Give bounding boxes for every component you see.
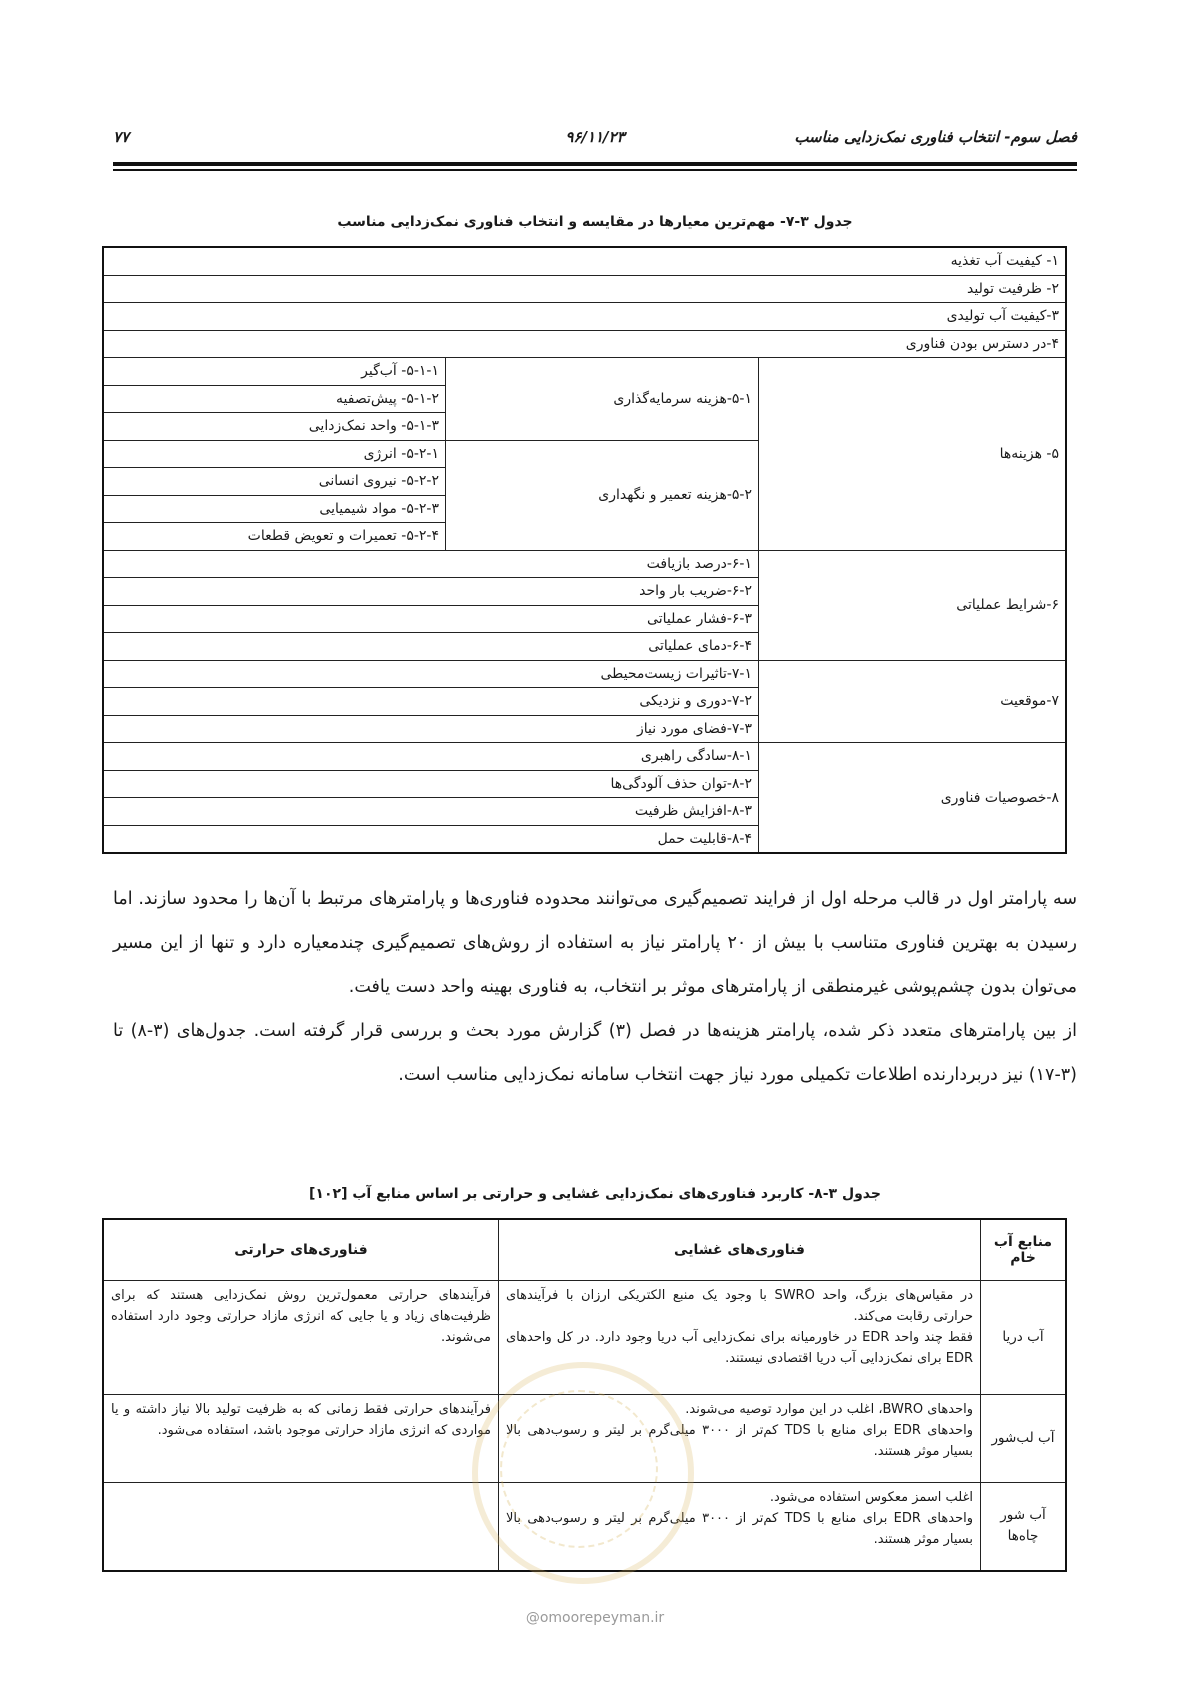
criteria-cell: ۵-۱-۱- آب‌گیر <box>103 358 446 386</box>
category-location: ۷-موقعیت <box>759 660 1067 743</box>
category-operating: ۶-شرایط عملیاتی <box>759 550 1067 660</box>
table-row <box>103 247 1066 275</box>
criteria-cell: ۲- ظرفیت تولید <box>103 275 1066 303</box>
table-row <box>103 330 1066 358</box>
table-row <box>103 660 1066 688</box>
thermal-cell: فرآیندهای حرارتی فقط زمانی که به ظرفیت تولید بالا نیاز داشته و یا مواردی که انرژی مازاد حرارتی موجود باشد، استفاده می‌شود. <box>103 1395 499 1483</box>
header-source: منابع آب خام <box>981 1219 1067 1281</box>
criteria-cell: ۸-۴-قابلیت حمل <box>103 825 759 853</box>
criteria-cell: ۷-۲-دوری و نزدیکی <box>103 688 759 716</box>
paragraph: سه پارامتر اول در قالب مرحله اول از فرایند تصمیم‌گیری می‌توانند محدوده فناوری‌ها و پارامترهای مرتبط با آن‌ها را محدود سازند. اما رسیدن به بهترین فناوری متناسب با بیش از ۲۰ پارامتر نیاز به استفاده از روش‌های تصمیم‌گیری چندمعیاره دارد و تنها از این مسیر می‌توان بدون چشم‌پوشی غیرمنطقی از پارامترهای موثر بر انتخاب، به فناوری بهینه واحد دست یافت. <box>113 889 1077 997</box>
criteria-cell: ۵-۲-۴- تعمیرات و تعویض قطعات <box>103 523 446 551</box>
criteria-cell: ۸-۲-توان حذف آلودگی‌ها <box>103 770 759 798</box>
paragraph: از بین پارامترهای متعدد ذکر شده، پارامتر هزینه‌ها در فصل (۳) گزارش مورد بحث و بررسی قرار گرفته است. جدول‌های (۳-۸) تا (۳-۱۷) نیز دربردارنده اطلاعات تکمیلی مورد نیاز جهت انتخاب سامانه نمک‌زدایی مناسب است. <box>113 1021 1077 1085</box>
subcategory-capital: ۵-۱-هزینه سرمایه‌گذاری <box>446 358 759 441</box>
membrane-line: واحدهای BWRO، اغلب در این موارد توصیه می‌شوند. <box>685 1402 973 1417</box>
source-cell: آب لب‌شور <box>981 1395 1067 1483</box>
criteria-cell: ۵-۲-۱- انرژی <box>103 440 446 468</box>
criteria-cell: ۶-۲-ضریب بار واحد <box>103 578 759 606</box>
table-row <box>103 550 1066 578</box>
footer-url: @omoorepeyman.ir <box>525 1610 665 1626</box>
criteria-cell: ۳-کیفیت آب تولیدی <box>103 303 1066 331</box>
header-rule-thin <box>113 169 1077 171</box>
body-text <box>113 877 1077 1097</box>
chapter-title: فصل سوم- انتخاب فناوری نمک‌زدایی مناسب <box>794 128 1077 146</box>
membrane-line: فقط چند واحد EDR در خاورمیانه برای نمک‌زدایی آب دریا وجود دارد. در کل واحدهای EDR برای نمک‌زدایی آب دریا اقتصادی نیستند. <box>506 1330 974 1366</box>
table1-caption: جدول ۳-۷- مهم‌ترین معیارها در مقایسه و انتخاب فناوری نمک‌زدایی مناسب <box>337 214 853 230</box>
table-row <box>103 275 1066 303</box>
page-header <box>113 128 1077 152</box>
thermal-cell: فرآیندهای حرارتی معمول‌ترین روش نمک‌زدایی هستند که برای ظرفیت‌های زیاد و یا جایی که انرژی مازاد حرارتی وجود دارد استفاده می‌شوند. <box>103 1281 499 1395</box>
thermal-cell <box>103 1483 499 1571</box>
table-row <box>103 303 1066 331</box>
membrane-line: اغلب اسمز معکوس استفاده می‌شود. <box>769 1490 973 1505</box>
criteria-cell: ۷-۳-فضای مورد نیاز <box>103 715 759 743</box>
source-cell: آب دریا <box>981 1281 1067 1395</box>
criteria-table <box>102 246 1067 854</box>
membrane-line: در مقیاس‌های بزرگ، واحد SWRO با وجود یک منبع الکتریکی ارزان با فرآیندهای حرارتی رقابت می‌کند. <box>506 1288 973 1324</box>
membrane-line: واحدهای EDR برای منابع با TDS کم‌تر از ۳۰۰۰ میلی‌گرم بر لیتر و رسوب‌دهی بالا بسیار موثر هستند. <box>506 1511 973 1547</box>
criteria-cell: ۸-۱-سادگی راهبری <box>103 743 759 771</box>
criteria-cell: ۶-۳-فشار عملیاتی <box>103 605 759 633</box>
page-number: ۷۷ <box>113 128 130 146</box>
table-row <box>103 743 1066 771</box>
header-rule-thick <box>113 162 1077 166</box>
criteria-cell: ۵-۱-۳- واحد نمک‌زدایی <box>103 413 446 441</box>
criteria-cell: ۵-۱-۲- پیش‌تصفیه <box>103 385 446 413</box>
membrane-line: واحدهای EDR برای منابع با TDS کم‌تر از ۳۰۰۰ میلی‌گرم بر لیتر و رسوب‌دهی بالا بسیار موثر هستند. <box>506 1423 973 1459</box>
table2-caption: جدول ۳-۸- کاربرد فناوری‌های نمک‌زدایی غشایی و حرارتی بر اساس منابع آب [۱۰۲] <box>309 1186 881 1202</box>
table-header-row <box>103 1219 1066 1281</box>
subcategory-maintenance: ۵-۲-هزینه تعمیر و نگهداری <box>446 440 759 550</box>
category-tech: ۸-خصوصیات فناوری <box>759 743 1067 854</box>
criteria-cell: ۷-۱-تاثیرات زیست‌محیطی <box>103 660 759 688</box>
criteria-cell: ۵-۲-۳- مواد شیمیایی <box>103 495 446 523</box>
header-thermal: فناوری‌های حرارتی <box>103 1219 499 1281</box>
table-row <box>103 358 1066 386</box>
source-cell: آب شور چاه‌ها <box>981 1483 1067 1571</box>
header-date: ۹۶/۱۱/۲۳ <box>565 128 625 146</box>
criteria-cell: ۸-۳-افزایش ظرفیت <box>103 798 759 826</box>
criteria-cell: ۵-۲-۲- نیروی انسانی <box>103 468 446 496</box>
criteria-cell: ۱- کیفیت آب تغذیه <box>103 247 1066 275</box>
header-membrane: فناوری‌های غشایی <box>499 1219 981 1281</box>
criteria-cell: ۴-در دسترس بودن فناوری <box>103 330 1066 358</box>
category-costs: ۵- هزینه‌ها <box>759 358 1067 551</box>
criteria-cell: ۶-۴-دمای عملیاتی <box>103 633 759 661</box>
criteria-cell: ۶-۱-درصد بازیافت <box>103 550 759 578</box>
watermark-seal-icon <box>472 1362 694 1584</box>
